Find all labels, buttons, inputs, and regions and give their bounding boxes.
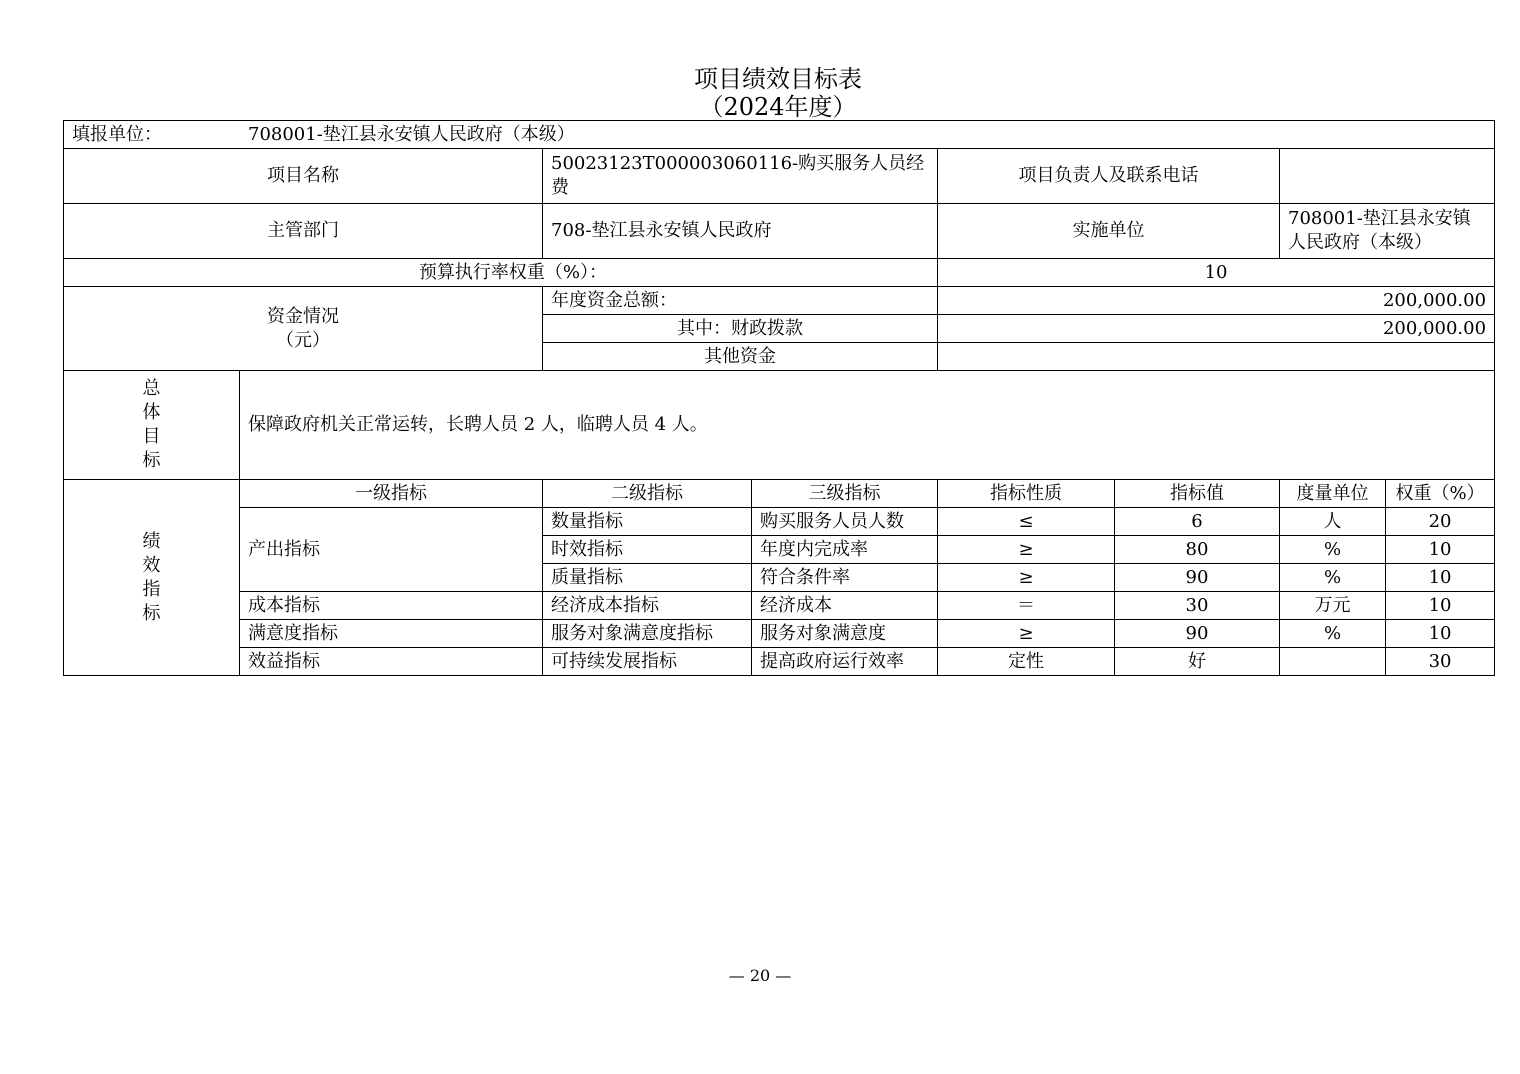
department-row [64,204,1495,259]
unit-cell: % [1280,564,1386,592]
table-row [64,648,1495,676]
level2-cell: 可持续发展指标 [543,648,752,676]
dept-label: 主管部门 [64,204,543,259]
header-unit: 度量单位 [1280,480,1386,508]
table-row [64,508,1495,536]
contact-value [1280,149,1495,204]
weight-cell: 10 [1386,592,1495,620]
unit-label: 填报单位： [72,123,162,145]
weight-cell: 20 [1386,508,1495,536]
header-weight: 权重（%） [1386,480,1495,508]
funds-other-label: 其他资金 [543,343,938,371]
weight-cell: 10 [1386,536,1495,564]
funds-total-value: 200,000.00 [938,287,1495,315]
performance-target-table [63,120,1495,676]
project-name-label: 项目名称 [64,149,543,204]
page-number: — 20 — [728,966,792,985]
level3-cell: 符合条件率 [752,564,938,592]
value-cell: 6 [1115,508,1280,536]
table-row [64,592,1495,620]
budget-rate-value: 10 [938,259,1495,287]
impl-label: 实施单位 [938,204,1280,259]
funds-label [64,287,543,371]
budget-rate-label: 预算执行率权重（%）： [64,259,938,287]
unit-cell: 万元 [1280,592,1386,620]
indicator-label-char: 绩 [142,530,161,552]
level3-cell: 提高政府运行效率 [752,648,938,676]
level1-cell: 效益指标 [240,648,543,676]
nature-cell: ≤ [938,508,1115,536]
contact-label: 项目负责人及联系电话 [938,149,1280,204]
indicator-label [64,480,240,676]
page-subtitle: （2024年度） [699,93,857,121]
funds-total-row [64,287,1495,315]
level3-cell: 经济成本 [752,592,938,620]
impl-value: 708001-垫江县永安镇人民政府（本级） [1280,204,1495,259]
project-name-row [64,149,1495,204]
goal-text: 保障政府机关正常运转，长聘人员 2 人，临聘人员 4 人。 [240,371,1495,480]
level2-cell: 服务对象满意度指标 [543,620,752,648]
funds-label-line1: 资金情况 [267,305,339,327]
goal-label-char: 总 [142,378,161,399]
goal-row [64,371,1495,480]
goal-label-char: 标 [142,450,161,471]
funds-other-value [938,343,1495,371]
header-value: 指标值 [1115,480,1280,508]
weight-cell: 10 [1386,620,1495,648]
unit-row [64,121,1495,149]
level2-cell: 时效指标 [543,536,752,564]
value-cell: 90 [1115,620,1280,648]
indicator-label-char: 指 [142,578,161,600]
level2-cell: 数量指标 [543,508,752,536]
output-level1: 产出指标 [240,508,543,592]
weight-cell: 10 [1386,564,1495,592]
header-level1: 一级指标 [240,480,543,508]
weight-cell: 30 [1386,648,1495,676]
nature-cell: ＝ [938,592,1115,620]
level3-cell: 年度内完成率 [752,536,938,564]
unit-cell: 人 [1280,508,1386,536]
value-cell: 好 [1115,648,1280,676]
goal-label-char: 体 [142,402,161,423]
level2-cell: 经济成本指标 [543,592,752,620]
level1-cell: 满意度指标 [240,620,543,648]
goal-label [64,371,240,480]
unit-cell: % [1280,536,1386,564]
level3-cell: 服务对象满意度 [752,620,938,648]
funds-total-label: 年度资金总额： [543,287,938,315]
header-level2: 二级指标 [543,480,752,508]
nature-cell: ≥ [938,564,1115,592]
nature-cell: ≥ [938,620,1115,648]
funds-fiscal-label: 其中：财政拨款 [543,315,938,343]
budget-rate-row [64,259,1495,287]
unit-cell [64,121,1495,149]
dept-value: 708-垫江县永安镇人民政府 [543,204,938,259]
funds-label-line2: （元） [276,329,330,351]
indicator-label-char: 标 [142,602,161,624]
indicator-header-row [64,480,1495,508]
unit-value: 708001-垫江县永安镇人民政府（本级） [248,123,575,145]
indicator-label-char: 效 [142,554,161,576]
level1-cell: 成本指标 [240,592,543,620]
nature-cell: 定性 [938,648,1115,676]
unit-cell [1280,648,1386,676]
unit-cell: % [1280,620,1386,648]
page-title: 项目绩效目标表 [694,65,862,93]
level2-cell: 质量指标 [543,564,752,592]
value-cell: 80 [1115,536,1280,564]
level3-cell: 购买服务人员人数 [752,508,938,536]
funds-fiscal-value: 200,000.00 [938,315,1495,343]
nature-cell: ≥ [938,536,1115,564]
value-cell: 30 [1115,592,1280,620]
header-nature: 指标性质 [938,480,1115,508]
goal-label-char: 目 [142,426,161,447]
table-row [64,620,1495,648]
header-level3: 三级指标 [752,480,938,508]
project-name-value: 50023123T000003060116-购买服务人员经费 [543,149,938,204]
value-cell: 90 [1115,564,1280,592]
